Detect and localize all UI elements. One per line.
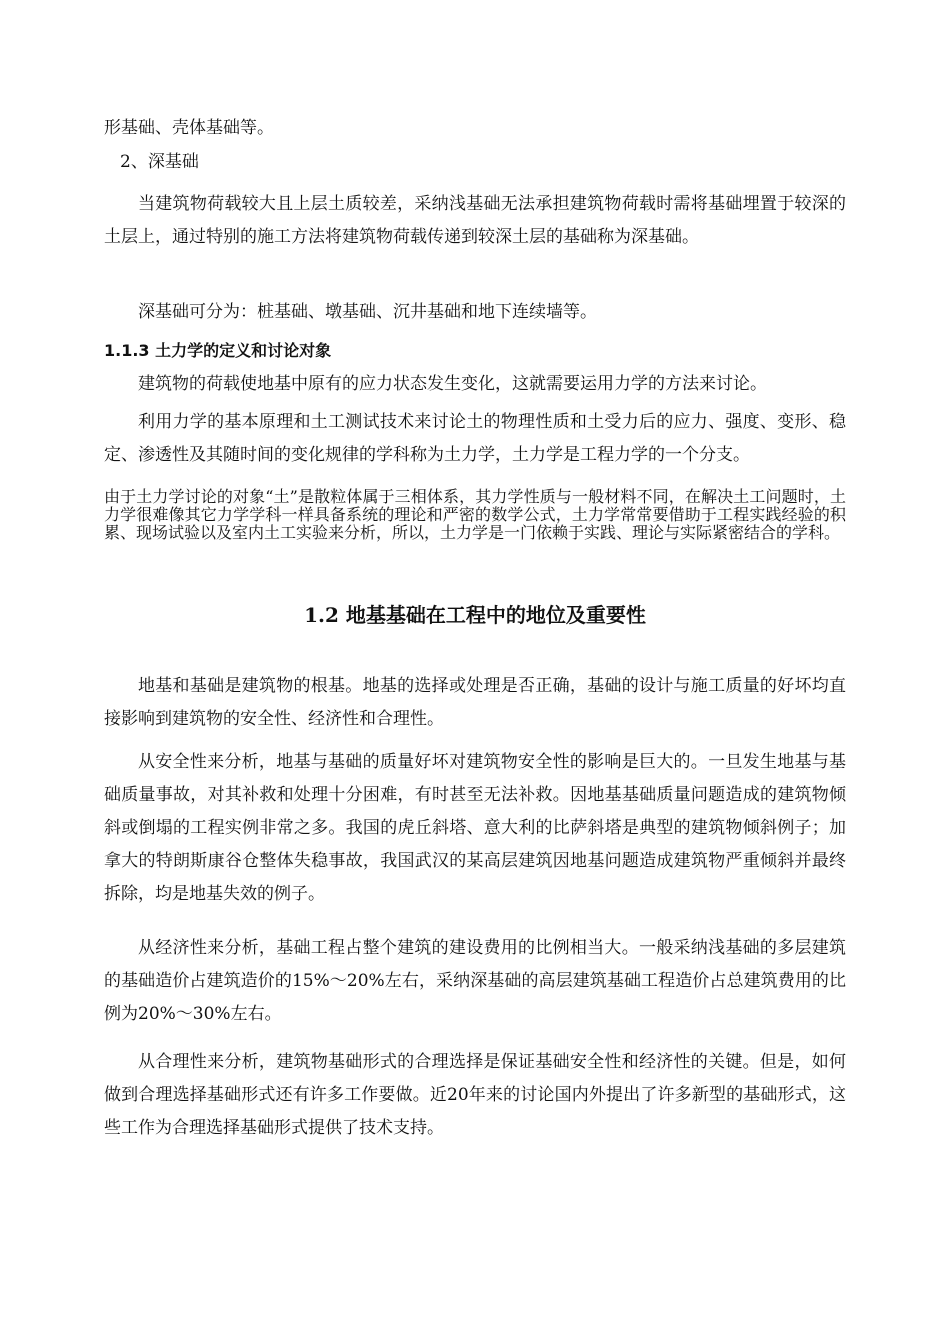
paragraph-soil-mechanics-definition: 利用力学的基本原理和土工测试技术来讨论土的物理性质和土受力后的应力、强度、变形、稳定、渗透性及其随时间的变化规律的学科称为土力学，土力学是工程力学的一个分支。 [104, 412, 846, 465]
paragraph-foundation-importance: 地基和基础是建筑物的根基。地基的选择或处理是否正确，基础的设计与施工质量的好坏均直接影响到建筑物的安全性、经济性和合理性。 [104, 676, 846, 729]
paragraph-continuation: 形基础、壳体基础等。 [104, 118, 274, 138]
paragraph-economy-analysis: 从经济性来分析，基础工程占整个建筑的建设费用的比例相当大。一般采纳浅基础的多层建筑的基础造价占建筑造价的15%～20%左右，采纳深基础的高层建筑基础工程造价占总建筑费用的比例为20%～30%左右。 [104, 938, 846, 1024]
paragraph-safety-analysis: 从安全性来分析，地基与基础的质量好坏对建筑物安全性的影响是巨大的。一旦发生地基与基础质量事故，对其补救和处理十分困难，有时甚至无法补救。因地基基础质量问题造成的建筑物倾斜或倒塌的工程实例非常之多。我国的虎丘斜塔、意大利的比萨斜塔是典型的建筑物倾斜例子；加拿大的特朗斯康谷仓整体失稳事故，我国武汉的某高层建筑因地基问题造成建筑物严重倾斜并最终拆除，均是地基失效的例子。 [104, 752, 846, 904]
paragraph-deep-foundation-definition: 当建筑物荷载较大且上层土质较差，采纳浅基础无法承担建筑物荷载时需将基础埋置于较深的土层上，通过特别的施工方法将建筑物荷载传递到较深土层的基础称为深基础。 [104, 194, 846, 247]
paragraph-rationality-analysis: 从合理性来分析，建筑物基础形式的合理选择是保证基础安全性和经济性的关键。但是，如何做到合理选择基础形式还有许多工作要做。近20年来的讨论国内外提出了许多新型的基础形式，这些工作为合理选择基础形式提供了技术支持。 [104, 1052, 846, 1138]
subsection-heading-1-1-3: 1.1.3 土力学的定义和讨论对象 [104, 341, 332, 360]
paragraph-deep-foundation-types: 深基础可分为：桩基础、墩基础、沉井基础和地下连续墙等。 [138, 302, 597, 322]
section-title-1-2: 1.2 地基基础在工程中的地位及重要性 [304, 603, 646, 627]
list-item-deep-foundation: 2、深基础 [120, 152, 199, 172]
paragraph-soil-nature: 由于土力学讨论的对象“土”是散粒体属于三相体系，其力学性质与一般材料不同，在解决土工问题时，土力学很难像其它力学学科一样具备系统的理论和严密的数学公式，土力学常常要借助于工程实践经验的积累、现场试验以及室内土工实验来分析，所以，土力学是一门依赖于实践、理论与实际紧密结合的学科。 [104, 487, 846, 542]
paragraph-load-stress: 建筑物的荷载使地基中原有的应力状态发生变化，这就需要运用力学的方法来讨论。 [138, 374, 767, 394]
